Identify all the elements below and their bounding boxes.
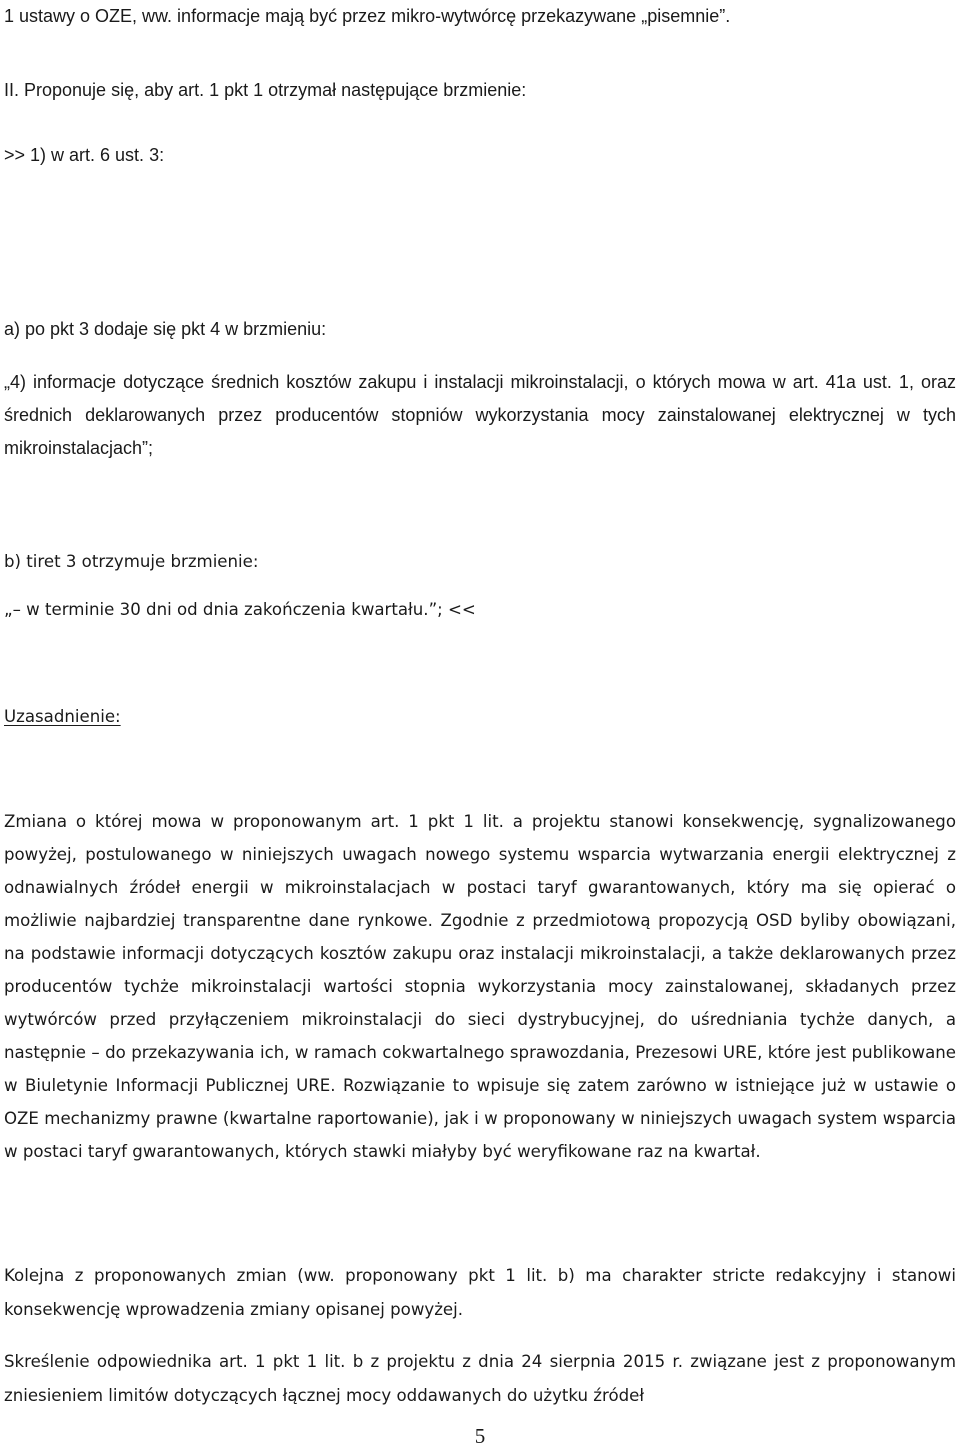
- amendment-letter-a: a) po pkt 3 dodaje się pkt 4 w brzmieniu:: [4, 319, 327, 339]
- amendment-text-b: „– w terminie 30 dni od dnia zakończenia kwartału.”; <<: [4, 600, 476, 619]
- amendment-text-a: „4) informacje dotyczące średnich kosztów zakupu i instalacji mikroinstalacji, o których mowa w art. 41a ust. 1, oraz średnich deklarowanych przez producentów stopniów wykorzystania mocy zainstalowanej elektrycznej w tych mikroinstalacjach”;: [4, 372, 956, 458]
- amendment-letter-b: b) tiret 3 otrzymuje brzmienie:: [4, 552, 259, 571]
- justification-heading: Uzasadnienie:: [4, 707, 121, 726]
- justification-paragraph: Zmiana o której mowa w proponowanym art. 1 pkt 1 lit. a projektu stanowi konsekwencję, sygnalizowanego powyżej, postulowanego w niniejszych uwagach nowego systemu wsparcia wytwarzania energii elektrycznej z odnawialnych źródeł energii w mikroinstalacjach w postaci taryf gwarantowanych, który ma się opierać o możliwie najbardziej transparentne dane rynkowe. Zgodnie z przedmiotową propozycją OSD byliby obowiązani, na podstawie informacji dotyczących kosztów zakupu oraz instalacji mikroinstalacji, a także deklarowanych przez producentów tychże mikroinstalacji wartości stopnia wykorzystania mocy zainstalowanej, składanych przez wytwórców przed przyłączeniem mikroinstalacji do sieci dystrybucyjnej, do uśredniania tychże danych, a następnie – do przekazywania ich, w ramach cokwartalnego sprawozdania, Prezesowi URE, które jest publikowane w Biuletynie Informacji Publicznej URE. Rozwiązanie to wpisuje się zatem zarówno w istniejące już w ustawie o OZE mechanizmy prawne (kwartalne raportowanie), jak i w proponowany w niniejszych uwagach system wsparcia w postaci taryf gwarantowanych, których stawki miałyby być weryfikowane raz na kwartał.: [4, 812, 956, 1161]
- amendment-point: >> 1) w art. 6 ust. 3:: [4, 145, 165, 165]
- justification-paragraph: Skreślenie odpowiednika art. 1 pkt 1 lit. b z projektu z dnia 24 sierpnia 2015 r. związane jest z proponowanym zniesieniem limitów dotyczących łącznej mocy oddawanych do użytku źródeł: [4, 1352, 956, 1405]
- page-number: 5: [474, 1424, 486, 1448]
- text-line: 1 ustawy o OZE, ww. informacje mają być przez mikro-wytwórcę przekazywane „pisemnie”.: [4, 6, 731, 26]
- justification-paragraph: Kolejna z proponowanych zmian (ww. proponowany pkt 1 lit. b) ma charakter stricte redakcyjny i stanowi konsekwencję wprowadzenia zmiany opisanej powyżej.: [4, 1266, 956, 1319]
- section-intro: II. Proponuje się, aby art. 1 pkt 1 otrzymał następujące brzmienie:: [4, 80, 527, 100]
